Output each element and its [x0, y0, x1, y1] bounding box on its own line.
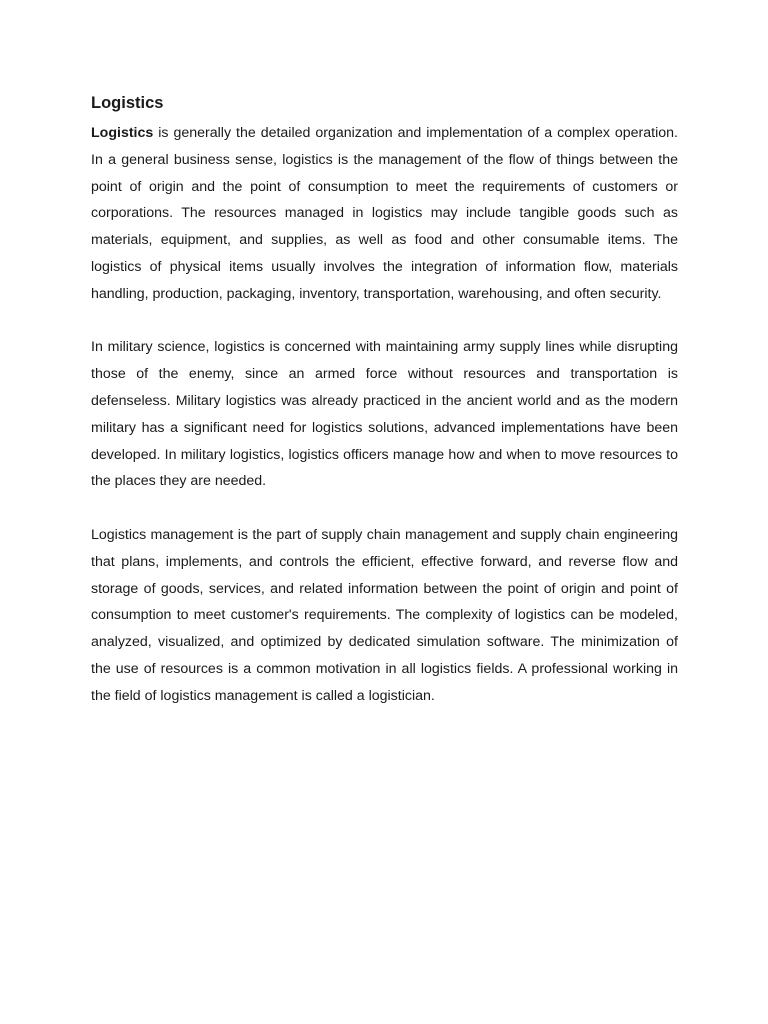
paragraph-management — [91, 522, 678, 710]
document-page — [91, 92, 678, 736]
paragraph-lead-term: Logistics — [91, 125, 154, 141]
paragraph-body: In military science, logistics is concerned with maintaining army supply lines while disrupting those of the enemy, since an armed force without resources and transportation is defenseless. Military logistics was already practiced in the ancient world and as the modern military has a significant need for logistics solutions, advanced implementations have been developed. In military logistics, logistics officers manage how and when to move resources to the places they are needed. — [91, 339, 678, 490]
paragraph-body: Logistics management is the part of supply chain management and supply chain engineering that plans, implements, and controls the efficient, effective forward, and reverse flow and storage of goods, services, and related information between the point of origin and point of consumption to meet customer's requirements. The complexity of logistics can be modeled, analyzed, visualized, and optimized by dedicated simulation software. The minimization of the use of resources is a common motivation in all logistics fields. A professional working in the field of logistics management is called a logistician. — [91, 526, 678, 704]
paragraph-body: is generally the detailed organization and implementation of a complex operation. In a general business sense, logistics is the management of the flow of things between the point of origin and the point of consumption to meet the requirements of customers or corporations. The resources managed in logistics may include tangible goods such as materials, equipment, and supplies, as well as food and other consumable items. The logistics of physical items usually involves the integration of information flow, materials handling, production, packaging, inventory, transportation, warehousing, and often security. — [91, 125, 678, 302]
paragraph-definition — [91, 120, 678, 308]
paragraph-military — [91, 334, 678, 495]
page-title: Logistics — [91, 94, 164, 112]
